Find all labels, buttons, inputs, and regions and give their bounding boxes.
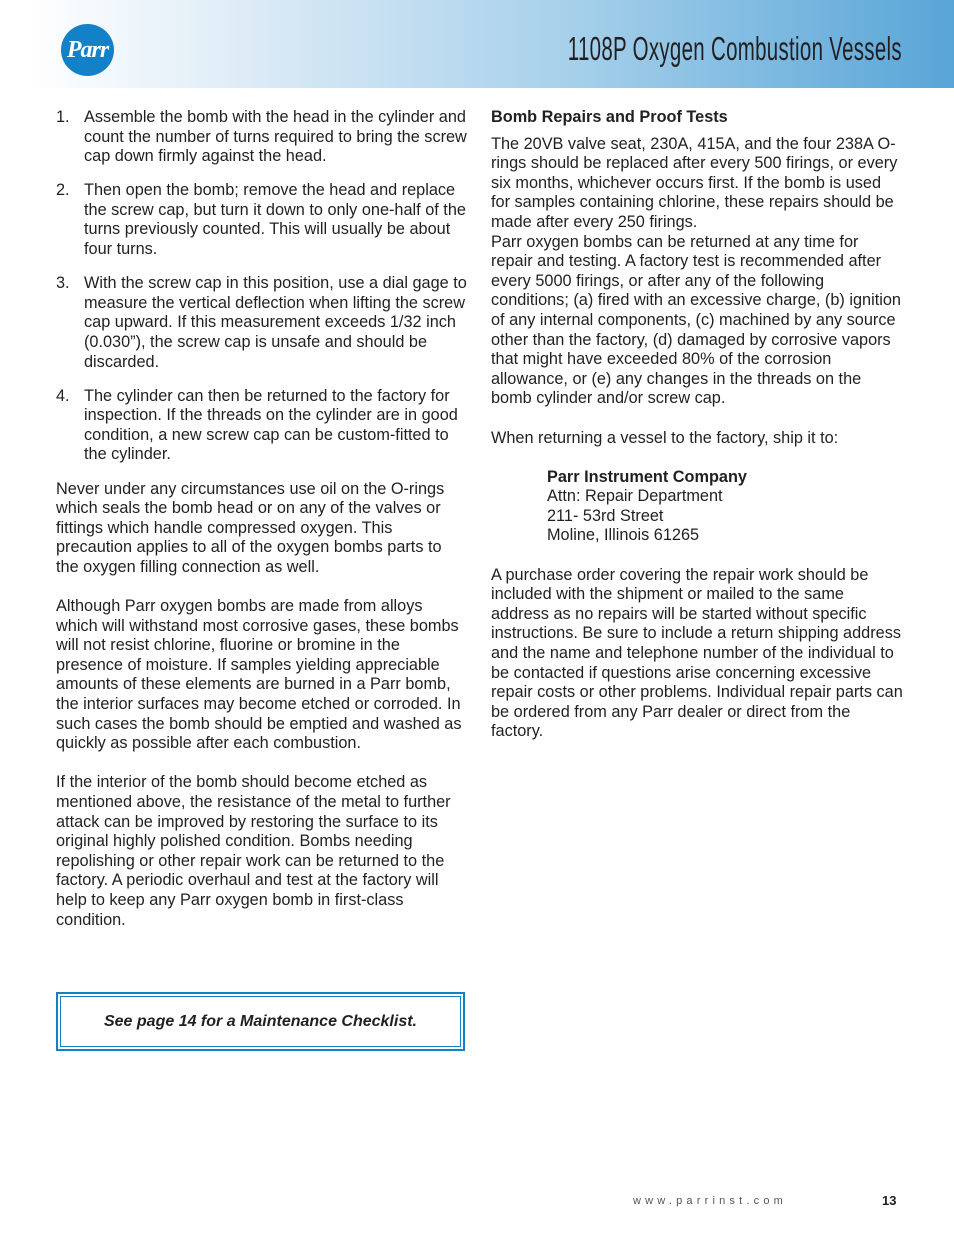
- page-header: [0, 0, 954, 88]
- step-number: 4.: [56, 386, 70, 405]
- paragraph: Although Parr oxygen bombs are made from alloys which will withstand most corrosive gases, these bombs will not resist chlorine, fluorine or bromine in the presence of moisture. If samples yielding appreciable amounts of these elements are burned in a Parr bomb, the interior surfaces may become etched or corroded. In such cases the bomb should be emptied and washed as quickly as possible after each combustion.: [56, 597, 462, 753]
- address-company: Parr Instrument Company: [547, 467, 747, 486]
- parr-logo: [61, 24, 114, 76]
- section-heading: Bomb Repairs and Proof Tests: [491, 108, 728, 126]
- list-item: [56, 108, 468, 167]
- step-text: Then open the bomb; remove the head and replace the screw cap, but turn it down to only one-half of the turns previously counted. This will usually be about four turns.: [84, 181, 466, 259]
- maintenance-note: See page 14 for a Maintenance Checklist.: [60, 996, 461, 1047]
- document-title: 1108P Oxygen Combustion Vessels: [567, 30, 902, 67]
- list-item: [56, 387, 468, 465]
- paragraph: When returning a vessel to the factory, ship it to:: [491, 428, 839, 447]
- paragraph: A purchase order covering the repair work should be included with the shipment or mailed to the same address as no repairs will be started without specific instructions. Be sure to include a return shipping address and the name and telephone number of the individual to be contacted if questions arise concerning excessive repair costs or other problems. Individual repair parts can be ordered from any Parr dealer or direct from the factory.: [491, 565, 903, 741]
- step-text: With the screw cap in this position, use a dial gage to measure the vertical deflection when lifting the screw cap upward. If this measurement exceeds 1/32 inch (0.030”), the screw cap is unsafe and should be discarded.: [84, 274, 467, 371]
- paragraph: Never under any circumstances use oil on the O-rings which seals the bomb head or on any of the valves or fittings which handle compressed oxygen. This precaution applies to all of the oxygen bombs parts to the oxygen filling connection as well.: [56, 479, 445, 576]
- step-number: 2.: [56, 181, 70, 200]
- paragraph: The 20VB valve seat, 230A, 415A, and the four 238A O-rings should be replaced after every 500 firings, or every six months, whichever occurs first. If the bomb is used for samples containing chlorine, these repairs should be made after every 250 firings.: [491, 134, 898, 231]
- step-number: 1.: [56, 108, 70, 126]
- step-text: Assemble the bomb with the head in the cylinder and count the number of turns required to bring the screw cap down firmly against the head.: [84, 108, 467, 166]
- address-city: Moline, Illinois 61265: [547, 526, 700, 545]
- paragraph: Parr oxygen bombs can be returned at any time for repair and testing. A factory test is recommended after every 5000 firings, or after any of the following conditions; (a) fired with an excessive charge, (b) ignition of any internal components, (c) machined by any source other than the factory, (d) damaged by corrosive vapors that might have exceeded 80% of the corrosion allowance, or (e) any changes in the threads on the bomb cylinder and/or screw cap.: [491, 232, 901, 408]
- shipping-address: [491, 468, 903, 546]
- right-column: [491, 108, 903, 762]
- page-number: 13: [882, 1193, 897, 1208]
- list-item: [56, 274, 468, 372]
- address-street: 211- 53rd Street: [547, 506, 664, 525]
- maintenance-note-box: [56, 992, 465, 1051]
- step-number: 3.: [56, 274, 70, 293]
- address-attn: Attn: Repair Department: [547, 487, 723, 506]
- logo-text: Parr: [66, 36, 109, 63]
- left-column: [56, 108, 468, 950]
- list-item: [56, 181, 468, 259]
- paragraph: If the interior of the bomb should become etched as mentioned above, the resistance of the metal to further attack can be improved by restoring the surface to its original highly polished condition. Bombs needing repolishing or other repair work can be returned to the factory. A periodic overhaul and test at the factory will help to keep any Parr oxygen bomb in first-class condition.: [56, 773, 451, 929]
- footer-url: www.parrinst.com: [633, 1195, 787, 1207]
- step-text: The cylinder can then be returned to the factory for inspection. If the threads on the cylinder are in good condition, a new screw cap can be custom-fitted to the cylinder.: [84, 386, 458, 464]
- steps-list: [56, 108, 468, 465]
